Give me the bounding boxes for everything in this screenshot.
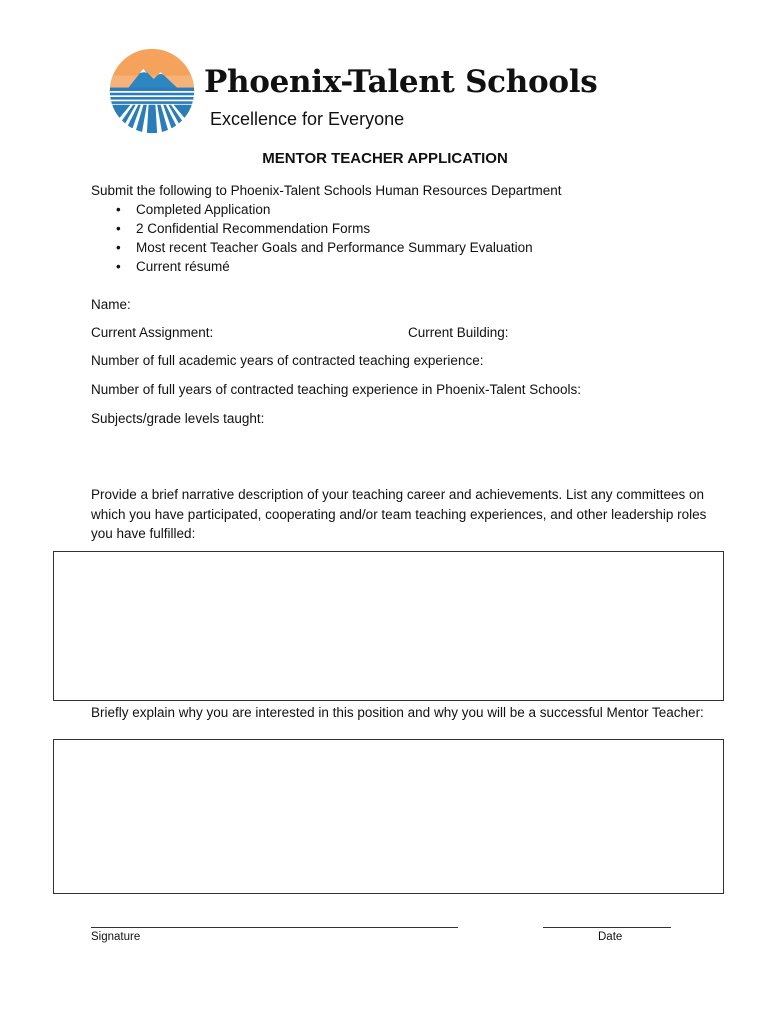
bullet-icon: •	[116, 259, 121, 274]
signature-label: Signature	[91, 931, 141, 943]
narrative-answer-box[interactable]	[53, 551, 724, 701]
interest-prompt: Briefly explain why you are interested in this position and why you will be a successful Mentor Teacher:	[91, 705, 704, 720]
current-assignment-label: Current Assignment:	[91, 325, 214, 340]
organization-name: Phoenix-Talent Schools	[204, 64, 598, 100]
signature-line[interactable]	[91, 927, 458, 928]
district-logo-icon	[109, 48, 195, 134]
current-building-label: Current Building:	[408, 325, 509, 340]
narrative-prompt: Provide a brief narrative description of your teaching career and achievements. List any committees on which you have participated, cooperating and/or team teaching experiences, and other leadership roles you have fulfilled:	[91, 487, 707, 541]
interest-answer-box[interactable]	[53, 739, 724, 894]
bullet-icon: •	[116, 240, 121, 255]
date-label: Date	[598, 931, 623, 943]
submit-instructions: Submit the following to Phoenix-Talent Schools Human Resources Department	[91, 183, 562, 198]
form-title: MENTOR TEACHER APPLICATION	[262, 150, 508, 167]
years-experience-label: Number of full academic years of contracted teaching experience:	[91, 353, 484, 368]
tagline: Excellence for Everyone	[210, 109, 405, 129]
bullet-icon: •	[116, 221, 121, 236]
subjects-taught-label: Subjects/grade levels taught:	[91, 411, 265, 426]
bullet-icon: •	[116, 202, 121, 217]
submission-checklist	[91, 200, 533, 276]
name-field-label: Name:	[91, 297, 131, 312]
date-line[interactable]	[543, 927, 671, 928]
list-item: • 2 Confidential Recommendation Forms	[116, 221, 371, 236]
years-in-district-label: Number of full years of contracted teaching experience in Phoenix-Talent Schools:	[91, 382, 582, 397]
list-item: • Current résumé	[116, 259, 230, 274]
list-item: • Completed Application	[116, 202, 271, 217]
list-item: • Most recent Teacher Goals and Performance Summary Evaluation	[116, 240, 533, 255]
